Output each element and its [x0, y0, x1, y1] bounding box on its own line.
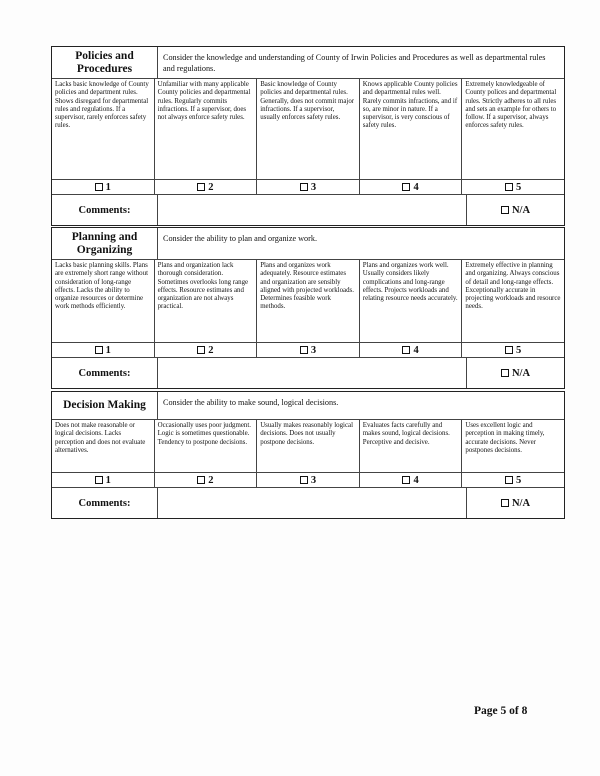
section-policies-procedures	[51, 46, 565, 226]
comments-field[interactable]	[158, 358, 467, 388]
rating-3-option[interactable]	[257, 343, 360, 357]
checkbox-icon[interactable]	[402, 346, 410, 354]
rating-label: 2	[208, 344, 214, 356]
checkbox-icon[interactable]	[95, 346, 103, 354]
na-label: N/A	[511, 204, 531, 216]
checkbox-icon[interactable]	[501, 369, 509, 377]
rating-label: 1	[105, 474, 111, 486]
rating-2-option[interactable]	[155, 473, 258, 487]
rating-label: 5	[516, 181, 522, 193]
rating-2-option[interactable]	[155, 343, 258, 357]
rating-1-option[interactable]	[52, 343, 155, 357]
comments-label: Comments:	[52, 358, 158, 388]
page-number: Page 5 of 8	[474, 705, 528, 717]
rating-label: 1	[105, 181, 111, 193]
level-5-description: Uses excellent logic and perception in making timely, accurate decisions. Never postpones decisions.	[465, 422, 545, 454]
rating-4-option[interactable]	[360, 180, 463, 194]
section-decision-making	[51, 391, 565, 519]
checkbox-icon[interactable]	[402, 183, 410, 191]
rating-1-option[interactable]	[52, 180, 155, 194]
level-4-description: Evaluates facts carefully and makes sound, logical decisions. Perceptive and decisive.	[360, 420, 463, 472]
checkbox-icon[interactable]	[501, 499, 509, 507]
rating-label: 2	[208, 181, 214, 193]
level-1-description: Does not make reasonable or logical decisions. Lacks perception and does not evaluate alternatives.	[52, 420, 155, 472]
rating-5-option[interactable]	[462, 343, 564, 357]
comments-field[interactable]	[158, 488, 467, 518]
level-3-description: Usually makes reasonably logical decisions. Does not usually postpone decisions.	[257, 420, 360, 472]
na-option[interactable]	[467, 195, 564, 225]
level-4-description: Plans and organizes work well. Usually considers likely complications and long-range effects. Projects workloads and relating resource needs accurately.	[360, 260, 463, 342]
checkbox-icon[interactable]	[197, 346, 205, 354]
rating-label: 1	[105, 344, 111, 356]
checkbox-icon[interactable]	[505, 183, 513, 191]
rating-5-option[interactable]	[462, 180, 564, 194]
rating-label: 5	[516, 474, 522, 486]
checkbox-icon[interactable]	[197, 476, 205, 484]
rating-4-option[interactable]	[360, 473, 463, 487]
checkbox-icon[interactable]	[505, 346, 513, 354]
rating-label: 4	[413, 344, 419, 356]
rating-label: 5	[516, 344, 522, 356]
section-title: Planning and Organizing	[52, 228, 158, 259]
level-4-description: Knows applicable County policies and departmental rules well. Rarely commits infractions, and if so, are minor in nature. If a supervisor, is very conscious of safety rules.	[360, 79, 463, 179]
na-label: N/A	[511, 497, 531, 509]
level-2-description: Occasionally uses poor judgment. Logic is sometimes questionable. Tendency to postpone decisions.	[155, 420, 258, 472]
checkbox-icon[interactable]	[501, 206, 509, 214]
checkbox-icon[interactable]	[95, 476, 103, 484]
rating-1-option[interactable]	[52, 473, 155, 487]
rating-label: 4	[413, 474, 419, 486]
rating-4-option[interactable]	[360, 343, 463, 357]
checkbox-icon[interactable]	[300, 346, 308, 354]
level-2-description: Plans and organization lack thorough consideration. Sometimes overlooks long range effects. Resource estimates and organization are not always practical.	[155, 260, 258, 342]
rating-label: 2	[208, 474, 214, 486]
level-5-description: Extremely effective in planning and organizing. Always conscious of detail and long-range effects. Exceptionally accurate in projecting workloads and resource needs.	[465, 262, 561, 311]
na-option[interactable]	[467, 488, 564, 518]
checkbox-icon[interactable]	[300, 476, 308, 484]
level-2-description: Unfamiliar with many applicable County policies and departmental rules. Regularly commits infractions. If a supervisor, does not always enforce safety rules.	[155, 79, 258, 179]
comments-field[interactable]	[158, 195, 467, 225]
checkbox-icon[interactable]	[505, 476, 513, 484]
section-planning-organizing	[51, 227, 565, 389]
na-option[interactable]	[467, 358, 564, 388]
rating-label: 3	[310, 474, 317, 486]
rating-5-option[interactable]	[462, 473, 564, 487]
rating-3-option[interactable]	[257, 180, 360, 194]
comments-label: Comments:	[52, 195, 158, 225]
rating-label: 4	[413, 181, 419, 193]
checkbox-icon[interactable]	[300, 183, 308, 191]
checkbox-icon[interactable]	[402, 476, 410, 484]
comments-label: Comments:	[52, 488, 158, 518]
rating-3-option[interactable]	[257, 473, 360, 487]
level-3-description: Basic knowledge of County policies and departmental rules. Generally, does not commit major infractions. If a supervisor, usually enforces safety rules.	[257, 79, 360, 179]
checkbox-icon[interactable]	[95, 183, 103, 191]
section-title: Policies and Procedures	[52, 47, 158, 78]
level-3-description: Plans and organizes work adequately. Resource estimates and organization are sensibly aligned with projected workloads. Determines feasible work methods.	[257, 260, 360, 342]
section-description: Consider the ability to plan and organize work.	[163, 234, 318, 243]
section-title: Decision Making	[52, 392, 158, 419]
rating-label: 3	[310, 181, 317, 193]
section-description: Consider the ability to make sound, logical decisions.	[163, 398, 339, 407]
level-5-description: Extremely knowledgeable of County polices and departmental rules. Strictly adheres to all rules and sets an example for others to follow. If a supervisor, always enforces safety rules.	[465, 81, 557, 130]
level-1-description: Lacks basic planning skills. Plans are extremely short range without consideration of long-range effects. Lacks the ability to organize resources or determine work methods efficiently.	[52, 260, 155, 342]
na-label: N/A	[511, 367, 531, 379]
section-description: Consider the knowledge and understanding of County of Irwin Policies and Procedures as well as departmental rules and regulations.	[163, 53, 546, 73]
level-1-description: Lacks basic knowledge of County policies and department rules. Shows disregard for departmental rules and regulations. If a supervisor, rarely enforces safety rules.	[52, 79, 155, 179]
rating-label: 3	[310, 344, 317, 356]
checkbox-icon[interactable]	[197, 183, 205, 191]
rating-2-option[interactable]	[155, 180, 258, 194]
